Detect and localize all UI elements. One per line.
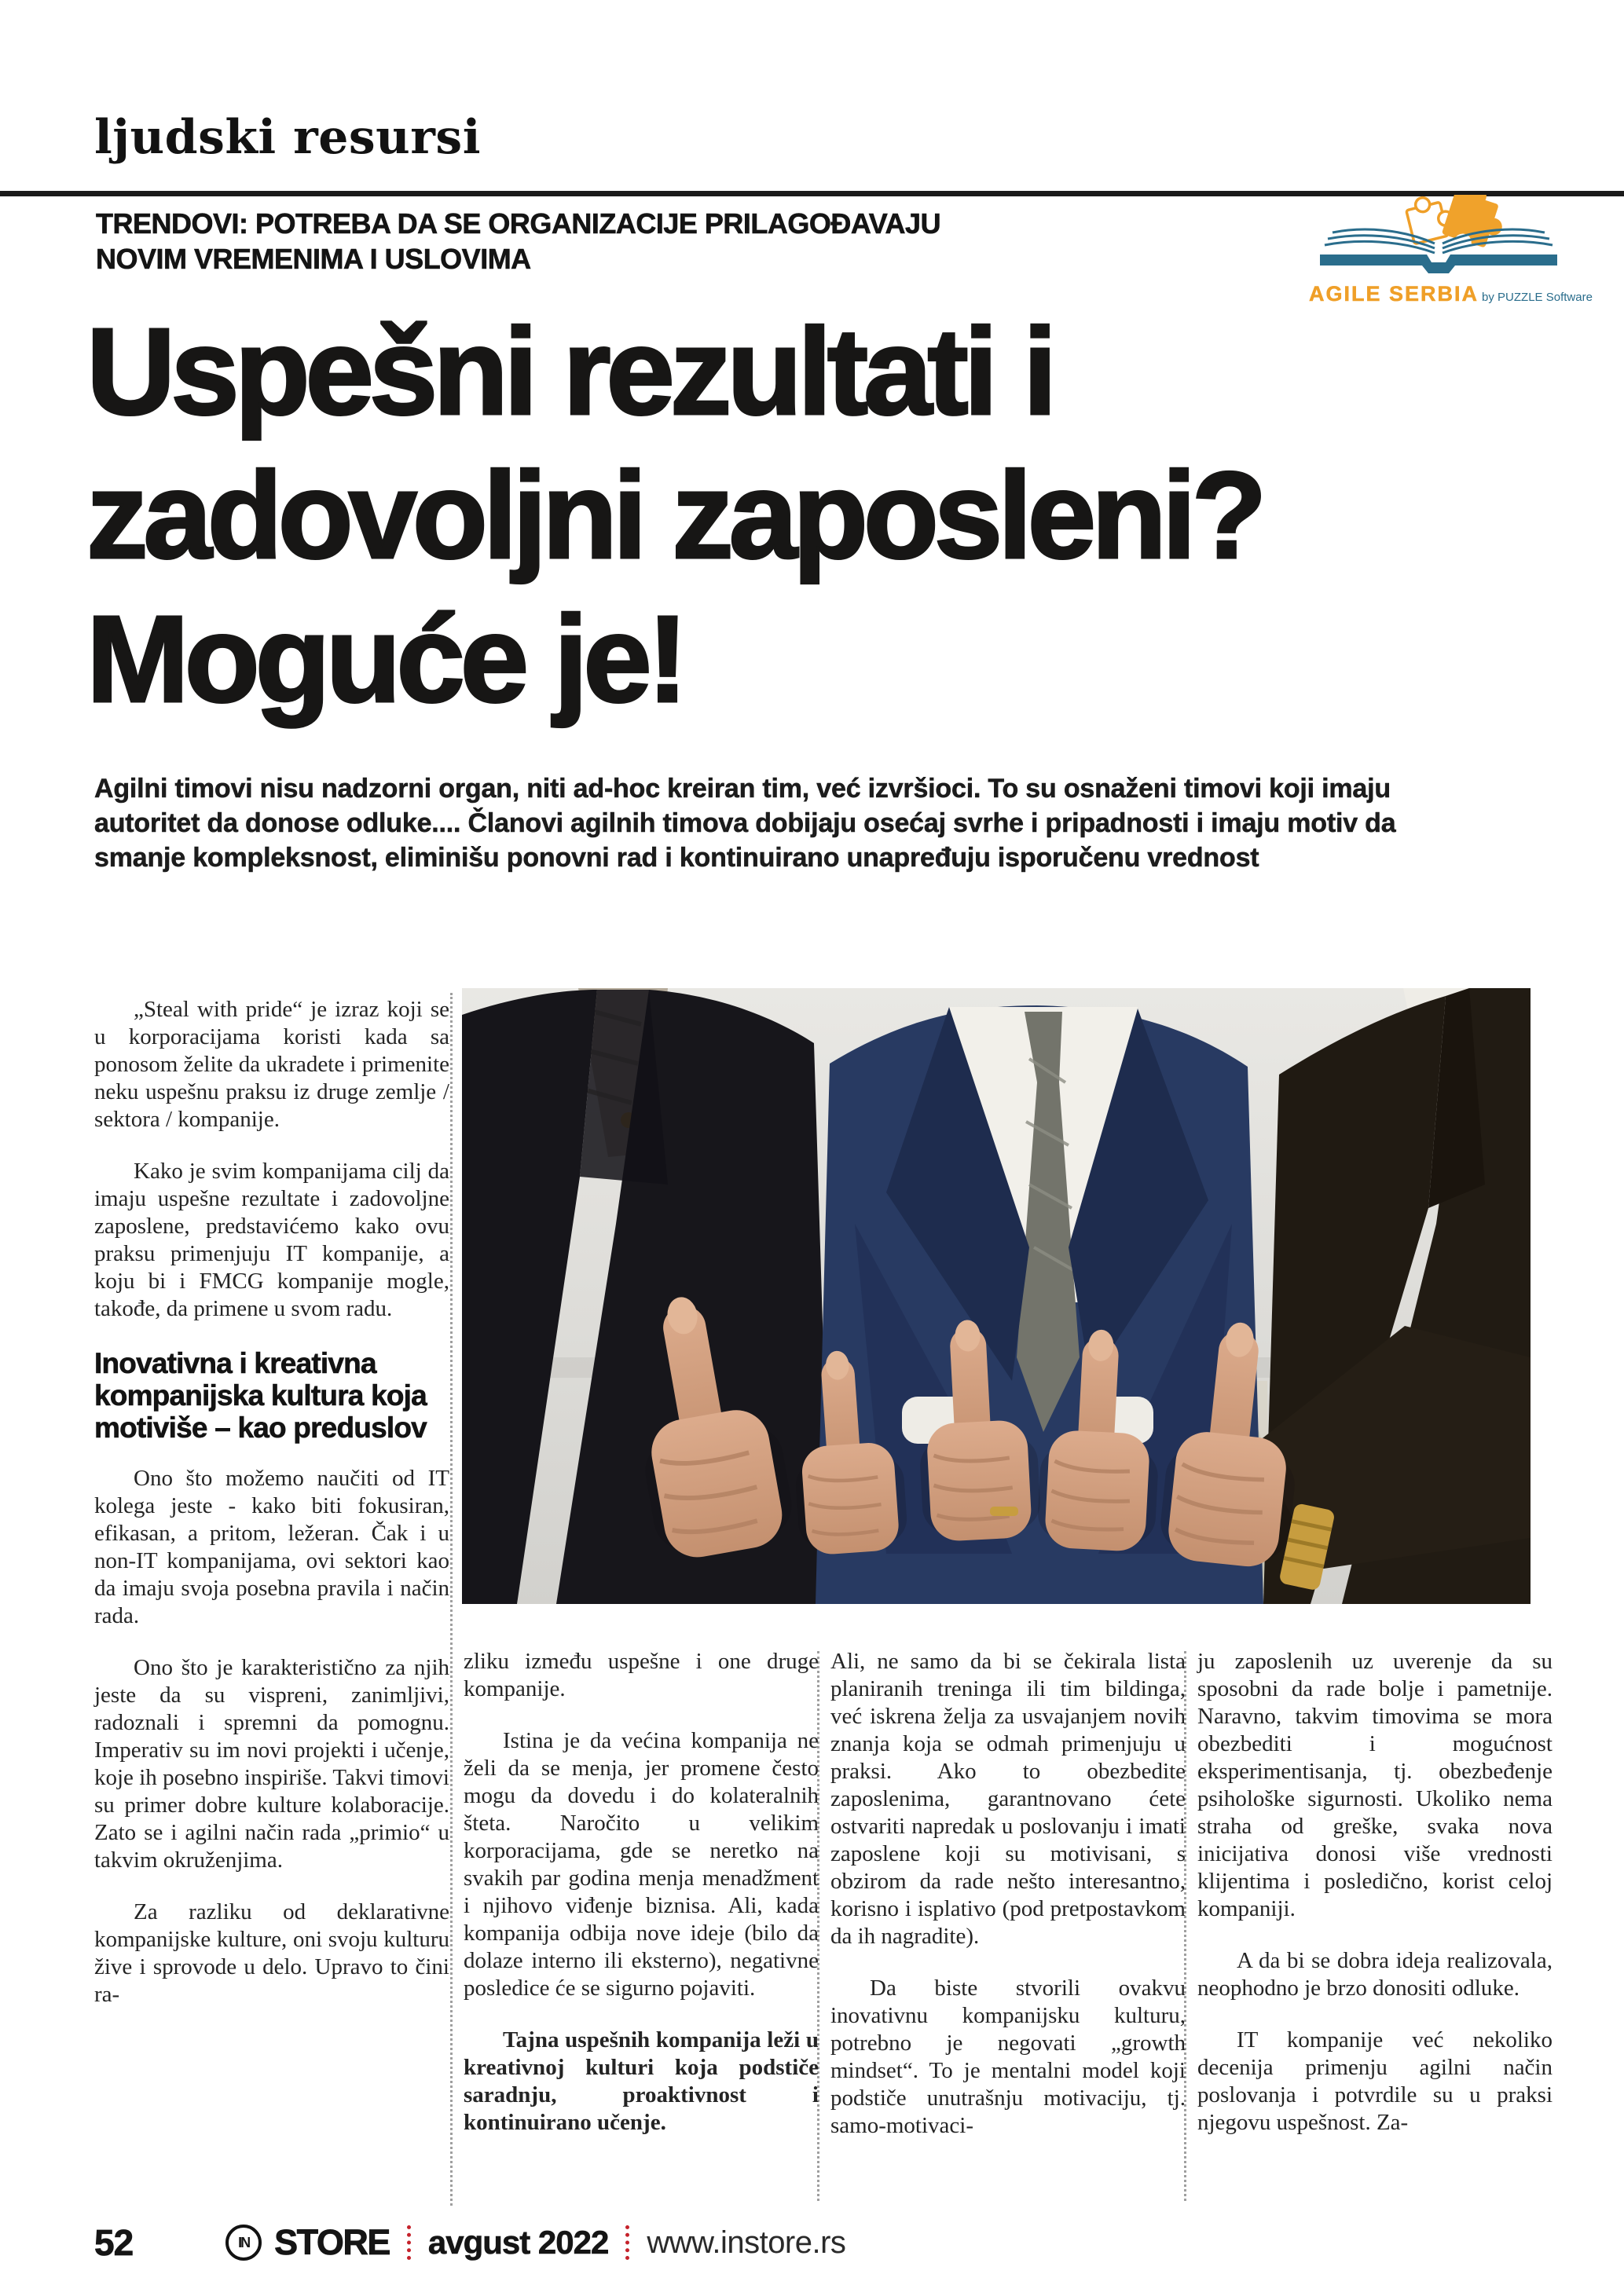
paragraph: IT kompanije već nekoliko decenija primenju agilni način poslovanja i potvrdile su u praksi njegovu uspešnost. Za- (1197, 2027, 1553, 2135)
photo-illustration (462, 988, 1531, 1604)
footer-issue-date: avgust 2022 (427, 2224, 609, 2261)
paragraph: Ono što možemo naučiti od IT kolega jeste - kako biti fokusiran, efikasan, a pritom, ležeran. Čak i u non-IT kompanijama, ovi sektori kao da imaju svoja posebna pravila i način rada. (94, 1466, 449, 1628)
logo-text (1309, 282, 1593, 306)
article-deck: Agilni timovi nisu nadzorni organ, niti ad-hoc kreiran tim, već izvršioci. To su osnaženi timovi koji imaju autoritet da donose odluke.... Članovi agilnih timova dobijaju osećaj svrhe i pripadnosti i imaju motiv da smanje kompleksnost, eliminišu ponovni rad i kontinuirano unapređuju isporučenu vrednost (94, 774, 1396, 873)
paragraph: Za razliku od deklarativne kompanijske kulture, oni svoju kulturu žive i sprovode u delo. Upravo to čini ra- (94, 1899, 449, 2007)
subheading: Inovativna i kreativna kompanijska kultura koja motiviše – kao preduslov (94, 1347, 427, 1444)
paragraph: Da biste stvorili ovakvu inovativnu kompanijsku kulturu, potrebno je negovati „growth mindset“. To je mentalni model koji podstiče unutrašnju motivaciju, tj. samo-motivaci- (830, 1976, 1186, 2138)
paragraph: zliku između uspešne i one druge kompanije. (464, 1649, 819, 1701)
logo-byline-text: by PUZZLE Software (1482, 291, 1593, 304)
photo-thumbs-up-team (462, 988, 1531, 1604)
paragraph: Ono što je karakteristično za njih jeste da su vispreni, zanimljivi, radoznali i spremni da pomognu. Imperativ su im novi projekti i učenje, koje ih posebno inspiriše. Takvi timovi su primer dobre kulture kolaboracije. Zato se i agilni način rada „primio“ u takvim okruženjima. (94, 1655, 449, 1873)
article-title-line: Moguće je! (86, 591, 684, 728)
paragraph: Kako je svim kompanijama cilj da imaju uspešne rezultate i zadovoljne zaposlene, predstavićemo kako ovu praksu primenjuju IT kompanije, a koju bi i FMCG kompanije mogle, takođe, da primene u svom radu. (94, 1159, 449, 1321)
text-column-4 (1197, 1648, 1553, 2161)
paragraph-bold: Tajna uspešnih kompanija leži u kreativnoj kulturi koja podstiče saradnju, proaktivnost i kontinuirano učenje. (464, 2027, 819, 2135)
text-column-2 (464, 1648, 819, 2161)
text-column-1 (94, 996, 449, 2033)
footer-website: www.instore.rs (647, 2225, 846, 2260)
paragraph: Ali, ne samo da bi se čekirala lista planiranih treninga ili tim bildinga, već iskrena želja za usvajanjem novih znanja koja se odmah primenjuju u praksi. Ako to obezbedite zaposlenima, garantnovano ćete ostvariti napredak u poslovanju i imati zaposlene koji su motivisani, s obzirom da rade nešto interesantno, korisno i isplativo (pod pretpostavkom da ih nagradite). (830, 1649, 1186, 1949)
page-number: 52 (94, 2222, 134, 2263)
text-column-3 (830, 1648, 1186, 2164)
paragraph: „Steal with pride“ je izraz koji se u korporacijama koristi kada sa ponosom želite da ukradete i primenite neku uspešnu praksu iz druge zemlje / sektora / kompanije. (94, 997, 449, 1132)
logo-brand-text: AGILE SERBIA (1309, 282, 1479, 306)
red-dotted-divider (625, 2225, 629, 2260)
instore-circle-icon: IN (225, 2225, 262, 2261)
kicker-line: NOVIM VREMENIMA I USLOVIMA (96, 243, 531, 275)
footer-brand-name: STORE (274, 2222, 390, 2262)
article-title-line: zadovoljni zaposleni? (86, 447, 1263, 584)
column-separator (450, 993, 453, 2206)
kicker-line: TRENDOVI: POTREBA DA SE ORGANIZACIJE PRILAGOĐAVAJU (96, 207, 941, 240)
article-title (86, 300, 1263, 731)
footer-brand (225, 2222, 845, 2263)
page-footer (94, 2221, 1564, 2264)
kicker (96, 206, 940, 276)
paragraph: A da bi se dobra ideja realizovala, neophodno je brzo donositi odluke. (1197, 1948, 1553, 2001)
paragraph: ju zaposlenih uz uverenje da su sposobni da rade bolje i pametnije. Naravno, takvim timovima se mora obezbediti i mogućnost eksperimentisanja, tj. obezbeđenje psihološke sigurnosti. Ukoliko nema straha od greške, svaka nova inicijativa donosi više vrednosti klijentima i posledično, korist celoj kompaniji. (1197, 1649, 1553, 1921)
red-dotted-divider (407, 2225, 411, 2260)
agile-serbia-logo (1309, 195, 1593, 306)
gold-ring (990, 1507, 1018, 1516)
article-title-line: Uspešni rezultati i (86, 303, 1053, 441)
section-label: ljudski resursi (94, 110, 481, 165)
paragraph: Istina je da većina kompanija ne želi da se menja, jer promene često mogu da dovedu i do kolateralnih šteta. Naročito u velikim korporacijama, gde se neretko na svakih par godina menja menadžment i njihovo viđenje biznisa. Ali, kada kompanija odbija nove ideje (bilo da dolaze interno ili eksterno), negativne posledice će se sigurno pojaviti. (464, 1728, 819, 2001)
open-book-puzzle-icon (1309, 195, 1568, 276)
